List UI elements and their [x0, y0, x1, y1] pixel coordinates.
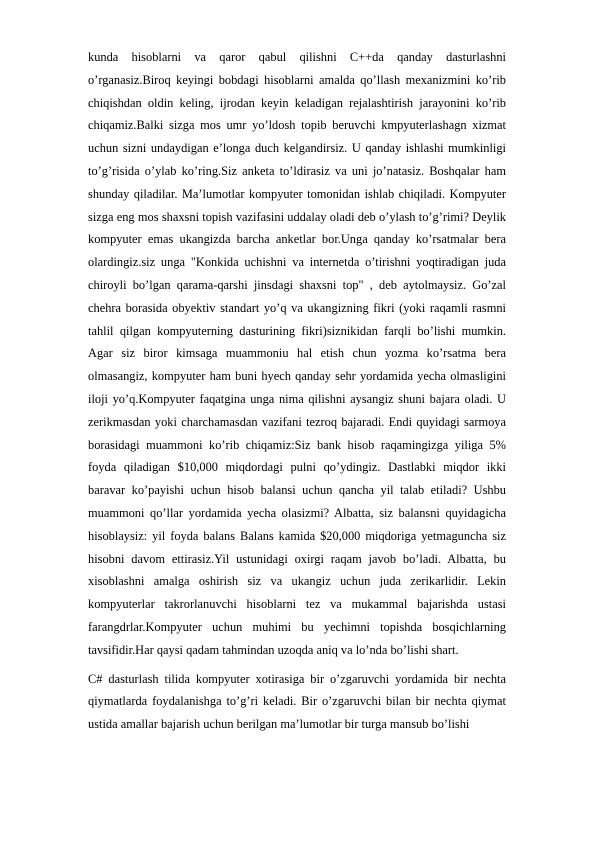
body-paragraph-1: kunda hisoblarni va qaror qabul qilishni C++da qanday dasturlashni o’rganasiz.Biroq keyingi bobdagi hisoblarni amalda qo’llash mexanizmini ko’rib chiqishdan oldin keling, ijrodan keyin keladigan rejalashtirish jarayonini ko’rib chiqamiz.Balki sizga mos umr yo’ldosh topib beruvchi kmpyuterlashagn xizmat uchun sizni undaydigan e’longa duch kelgandirsiz. U qanday ishlashi mumkinligi to’g’risida o’ylab ko’ring.Siz anketa to’ldirasiz va uni jo’natasiz. Boshqalar ham shunday qiladilar. Ma’lumotlar kompyuter tomonidan ishlab chiqiladi. Kompyuter sizga eng mos shaxsni topish vazifasini uddalay oladi deb o’ylash to’g’rimi? Deylik kompyuter emas ukangizda barcha anketlar bor.Unga qanday ko’rsatmalar bera olardingiz.siz unga "Konkida uchishni va internetda o’tirishni yoqtiradigan juda chiroyli bo’lgan qarama-qarshi jinsdagi shaxsni top" , deb aytolmaysiz. Go’zal chehra borasida obyektiv standart yo’q va ukangizning fikri (yoki raqamli rasmni tahlil qilgan kompyuterning dasturining fikri)siznikidan farqli bo’lishi mumkin. Agar siz biror kimsaga muammoniu hal etish chun yozma ko’rsatma bera olmasangiz, kompyuter ham buni hyech qanday sehr yordamida yecha olmasligini iloji yo’q.Kompyuter faqatgina unga nima qilishni aysangiz shuni bajara oladi. U zerikmasdan yoki charchamasdan vazifani tezroq bajaradi. Endi quyidagi sarmoya borasidagi muammoni ko’rib chiqamiz:Siz bank hisob raqamingizga yiliga 5% foyda qiladigan $10,000 miqdordagi pulni qo’ydingiz. Dastlabki miqdor ikki baravar ko’payishi uchun hisob balansi uchun qancha yil talab etiladi? Ushbu muammoni qo’llar yordamida yecha olasizmi? Albatta, siz balansni quyidagicha hisoblaysiz: yil foyda balans Balans kamida $20,000 miqdoriga yetmaguncha siz hisobni davom ettirasiz.Yil ustunidagi oxirgi raqam javob bo’ladi. Albatta, bu xisoblashni amalga oshirish siz va ukangiz uchun juda zerikarlidir. Lekin kompyuterlar takrorlanuvchi hisoblarni tez va mukammal bajarishda ustasi farangdrlar.Kompyuter uchun muhimi bu yechimni topishda bosqichlarning tavsifidir.Har qaysi qadam tahmindan uzoqda aniq va lo’nda bo’lishi shart.	[88, 50, 506, 657]
document-page	[88, 46, 506, 736]
body-paragraph-2: C# dasturlash tilida kompyuter xotirasiga bir o’zgaruvchi yordamida bir nechta qiymatlarda foydalanishga to’g’ri keladi. Bir o’zgaruvchi bilan bir nechta qiymat ustida amallar bajarish uchun berilgan ma’lumotlar bir turga mansub bo’lishi	[88, 671, 506, 732]
